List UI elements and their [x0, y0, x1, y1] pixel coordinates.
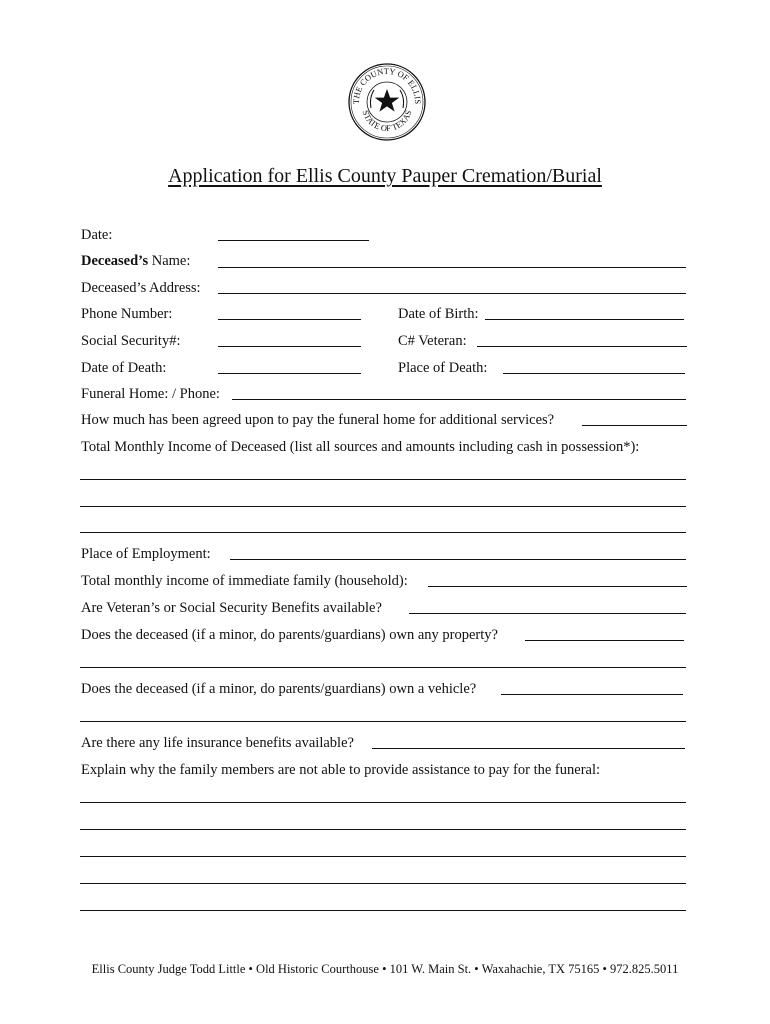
property-field[interactable] — [525, 640, 684, 641]
household-income-field[interactable] — [428, 586, 687, 587]
social-security-label: Social Security#: — [81, 333, 181, 349]
footer-contact: Ellis County Judge Todd Little • Old Historic Courthouse • 101 W. Main St. • Waxahachie, TX 75165 • 972.825.5011 — [91, 962, 679, 976]
place-of-employment-label: Place of Employment: — [81, 546, 211, 562]
form-title: Application for Ellis County Pauper Cremation/Burial — [168, 165, 602, 187]
agreed-payment-label: How much has been agreed upon to pay the funeral home for additional services? — [81, 412, 555, 428]
vehicle-field[interactable] — [501, 694, 683, 695]
deceased-name-label-bold: Deceased’s — [81, 253, 149, 269]
date-of-birth-label: Date of Birth: — [398, 306, 479, 322]
deceased-name-field[interactable] — [218, 267, 686, 268]
deceased-address-label: Deceased’s Address: — [81, 280, 201, 296]
phone-number-label: Phone Number: — [81, 306, 173, 322]
agreed-payment-field[interactable] — [582, 425, 687, 426]
benefits-label: Are Veteran’s or Social Security Benefits available? — [81, 600, 382, 616]
veteran-label: C# Veteran: — [398, 333, 467, 349]
star-icon — [375, 89, 400, 112]
deceased-name-label-rest: Name: — [148, 253, 191, 269]
funeral-home-field[interactable] — [232, 399, 686, 400]
monthly-income-label: Total Monthly Income of Deceased (list all sources and amounts including cash in possession*): — [81, 439, 640, 455]
family-assistance-line-4[interactable] — [80, 883, 686, 884]
date-of-death-field[interactable] — [218, 373, 361, 374]
family-assistance-line-1[interactable] — [80, 802, 686, 803]
date-of-birth-field[interactable] — [485, 319, 684, 320]
vehicle-line-2[interactable] — [80, 721, 686, 722]
phone-number-field[interactable] — [218, 319, 361, 320]
deceased-address-field[interactable] — [218, 293, 686, 294]
property-label: Does the deceased (if a minor, do parents/guardians) own any property? — [81, 627, 498, 643]
vehicle-label: Does the deceased (if a minor, do parents/guardians) own a vehicle? — [81, 681, 477, 697]
veteran-field[interactable] — [477, 346, 687, 347]
monthly-income-line-3[interactable] — [80, 532, 686, 533]
place-of-death-field[interactable] — [503, 373, 685, 374]
family-assistance-line-5[interactable] — [80, 910, 686, 911]
property-line-2[interactable] — [80, 667, 686, 668]
family-assistance-line-2[interactable] — [80, 829, 686, 830]
family-assistance-label: Explain why the family members are not able to provide assistance to pay for the funeral: — [81, 762, 601, 778]
household-income-label: Total monthly income of immediate family (household): — [81, 573, 408, 589]
deceased-name-label — [81, 252, 190, 270]
date-of-death-label: Date of Death: — [81, 360, 167, 376]
funeral-home-label: Funeral Home: / Phone: — [81, 386, 220, 402]
place-of-employment-field[interactable] — [230, 559, 686, 560]
life-insurance-label: Are there any life insurance benefits available? — [81, 735, 354, 751]
place-of-death-label: Place of Death: — [398, 360, 488, 376]
county-seal — [347, 62, 427, 142]
family-assistance-line-3[interactable] — [80, 856, 686, 857]
seal-bottom-text: STATE OF TEXAS — [360, 108, 414, 134]
monthly-income-line-2[interactable] — [80, 506, 686, 507]
date-label: Date: — [81, 227, 113, 243]
monthly-income-line-1[interactable] — [80, 479, 686, 480]
social-security-field[interactable] — [218, 346, 361, 347]
seal-top-text: THE COUNTY OF ELLIS — [350, 65, 424, 105]
date-field[interactable] — [218, 240, 369, 241]
benefits-field[interactable] — [409, 613, 686, 614]
life-insurance-field[interactable] — [372, 748, 685, 749]
svg-text:STATE OF TEXAS — [361, 109, 414, 134]
